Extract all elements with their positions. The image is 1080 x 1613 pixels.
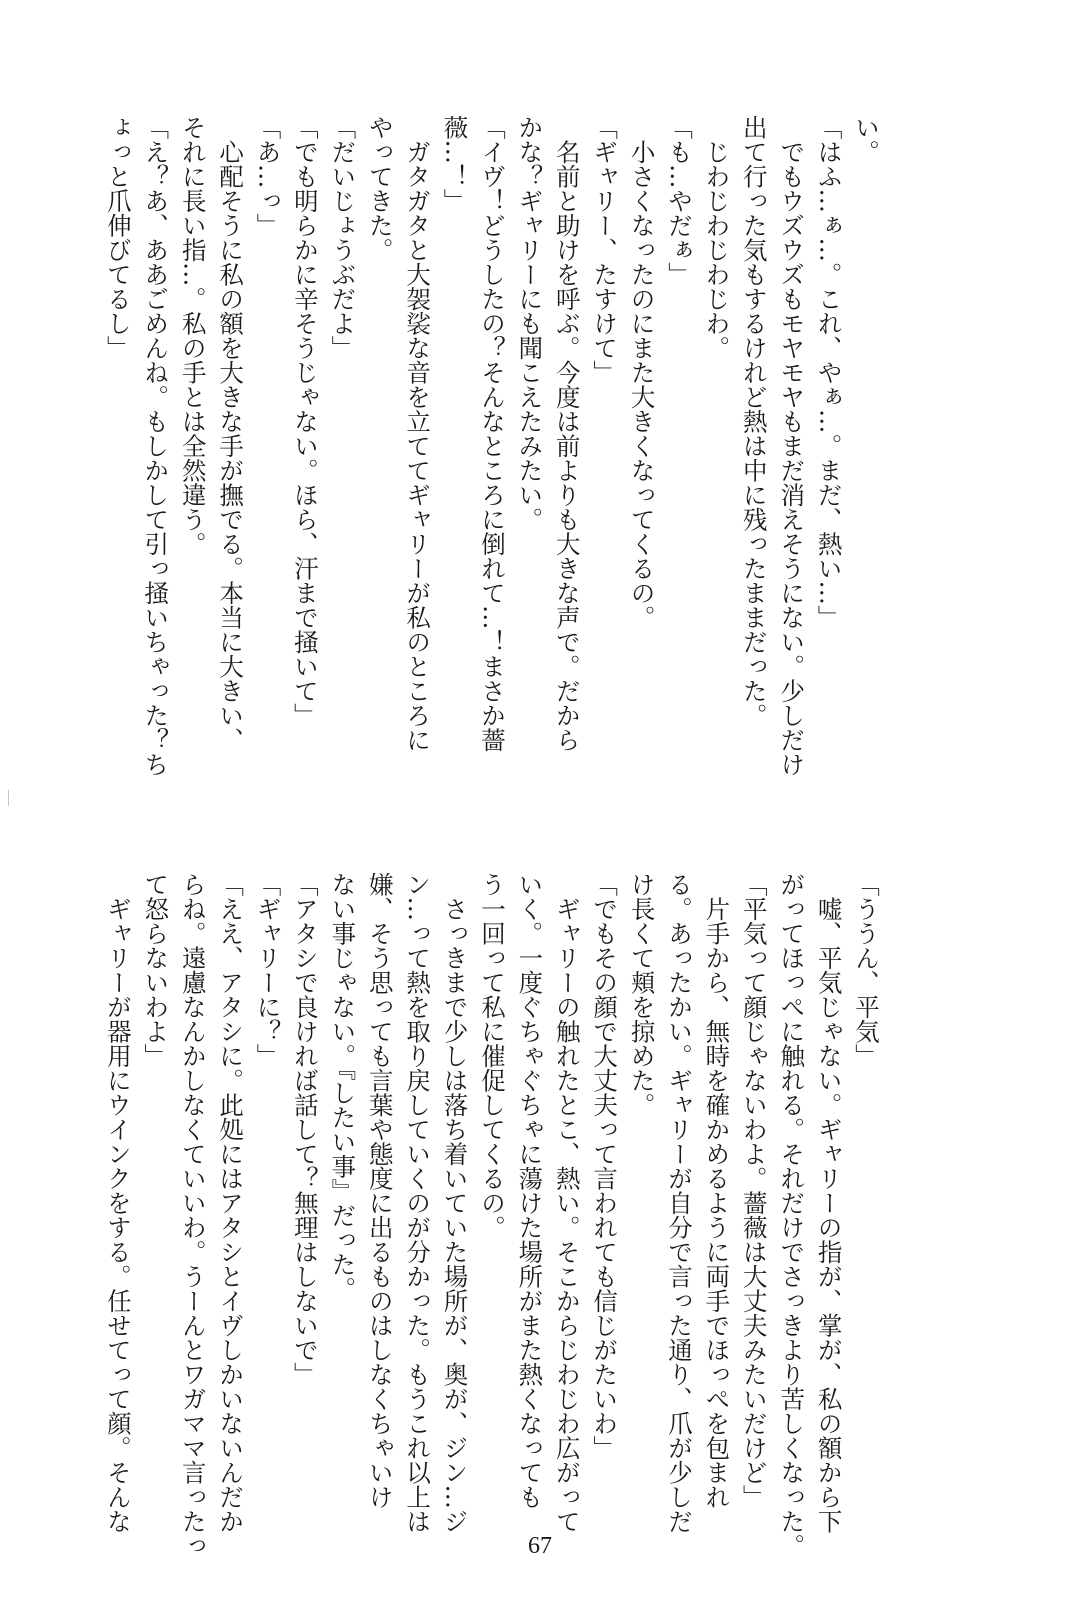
text-line: 「アタシで良ければ話して？無理はしないで」 bbox=[290, 872, 320, 1387]
text-line: ょっと爪伸びてるし」 bbox=[103, 115, 133, 360]
text-line: それに長い指…。私の手とは全然違う。 bbox=[178, 115, 208, 556]
text-line: 嘘、平気じゃない。ギャリーの指が、掌が、私の額から下 bbox=[814, 872, 844, 1534]
scan-edge-mark bbox=[8, 790, 9, 806]
text-line: 「ギャリー、たすけて」 bbox=[590, 115, 620, 385]
text-line: る。あったかい。ギャリーが自分で言った通り、爪が少しだ bbox=[664, 872, 694, 1534]
text-line: 「ええ、アタシに。此処にはアタシとイヴしかいないんだか bbox=[216, 872, 246, 1534]
text-line: 「でもその顔で大丈夫って言われても信じがたいわ」 bbox=[590, 872, 620, 1460]
text-line: 「平気って顔じゃないわよ。薔薇は大丈夫みたいだけど」 bbox=[739, 872, 769, 1509]
text-line: ギャリーが器用にウインクをする。任せてって顔。そんな bbox=[103, 872, 133, 1534]
text-line: さっきまで少しは落ち着いていた場所が、奥が、ジン…ジ bbox=[440, 872, 470, 1534]
text-line: 小さくなったのにまた大きくなってくるの。 bbox=[627, 115, 657, 630]
text-line: 「え？あ、ああごめんね。もしかして引っ掻いちゃった？ち bbox=[141, 115, 171, 777]
text-line: かな？ギャリーにも聞こえたみたい。 bbox=[515, 115, 545, 532]
text-line: 「はふ…ぁ…。これ、やぁ…。まだ、熱い…」 bbox=[814, 115, 844, 630]
text-line: 嫌、そう思っても言葉や態度に出るものはしなくちゃいけ bbox=[365, 872, 395, 1509]
text-line: 薇…！」 bbox=[440, 115, 470, 213]
text-line: て怒らないわよ」 bbox=[141, 872, 171, 1068]
text-line: 「あ…っ」 bbox=[253, 115, 283, 238]
text-line: でもウズウズもモヤモヤもまだ消えそうにない。少しだけ bbox=[777, 115, 807, 777]
text-line: 「も…やだぁ」 bbox=[664, 115, 694, 287]
text-line: 名前と助けを呼ぶ。今度は前よりも大きな声で。だから bbox=[552, 115, 582, 752]
text-line: やってきた。 bbox=[365, 115, 395, 262]
text-line: う一回って私に催促してくるの。 bbox=[477, 872, 507, 1240]
upper-text-block bbox=[103, 115, 885, 795]
text-line: い。 bbox=[852, 115, 881, 164]
text-line: がってほっぺに触れる。それだけでさっきより苦しくなった。 bbox=[777, 872, 807, 1558]
text-line: ガタガタと大袈裟な音を立ててギャリーが私のところに bbox=[403, 115, 433, 752]
text-line: ない事じゃない。『したい事』だった。 bbox=[328, 872, 358, 1301]
text-line: 心配そうに私の額を大きな手が撫でる。本当に大きい、 bbox=[216, 115, 246, 752]
text-line: ン…って熱を取り戻していくのが分かった。もうこれ以上は bbox=[403, 872, 433, 1534]
text-line: 出て行った気もするけれど熱は中に残ったままだった。 bbox=[739, 115, 769, 728]
text-line: じわじわじわじわ。 bbox=[702, 115, 732, 360]
text-line: 「ううん、平気」 bbox=[852, 872, 881, 1068]
lower-text-block bbox=[103, 872, 885, 1558]
text-line: ギャリーの触れたとこ、熱い。そこからじわじわ広がって bbox=[552, 872, 582, 1534]
text-line: 「イヴ！どうしたの？そんなところに倒れて…！まさか薔 bbox=[477, 115, 507, 752]
text-line: らね。遠慮なんかしなくていいわ。うーんとワガママ言ったっ bbox=[178, 872, 208, 1558]
text-line: 「ギャリーに？」 bbox=[253, 872, 283, 1068]
page-number: 67 bbox=[528, 1533, 552, 1559]
text-line: け長くて頬を掠めた。 bbox=[627, 872, 657, 1117]
text-line: 「だいじょうぶだよ」 bbox=[328, 115, 358, 360]
text-line: 「でも明らかに辛そうじゃない。ほら、汗まで掻いて」 bbox=[290, 115, 320, 728]
text-line: いく。一度ぐちゃぐちゃに蕩けた場所がまた熱くなっても bbox=[515, 872, 545, 1509]
text-line: 片手から、無時を確かめるように両手でほっぺを包まれ bbox=[702, 872, 732, 1509]
